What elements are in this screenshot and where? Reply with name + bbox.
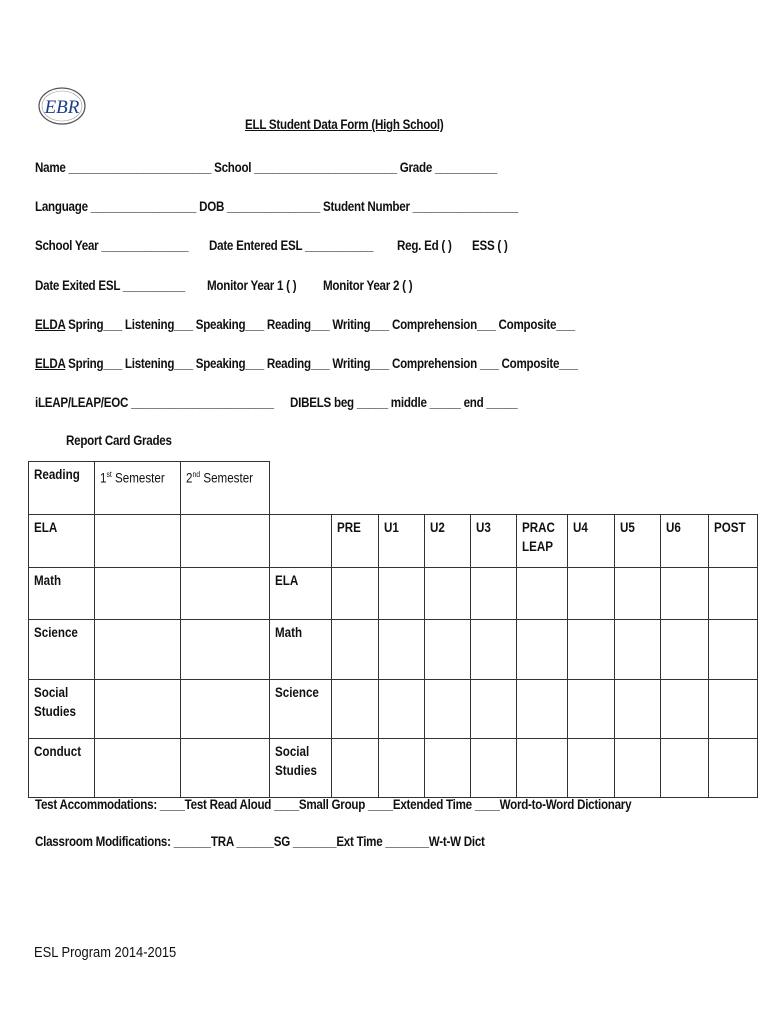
test-header-pre: PRE: [332, 515, 379, 568]
left-subject-conduct: Conduct: [29, 739, 95, 798]
reg-ed-checkbox[interactable]: Reg. Ed ( ): [397, 238, 452, 253]
ess-checkbox[interactable]: ESS ( ): [472, 238, 508, 253]
score-cell[interactable]: [517, 739, 568, 798]
semester-1-header: 1st Semester: [94, 462, 180, 515]
score-cell[interactable]: [615, 620, 661, 680]
right-subject-ela: ELA: [269, 568, 331, 620]
date-entered-esl-field[interactable]: Date Entered ESL ___________: [209, 238, 374, 253]
grade-cell[interactable]: [181, 739, 270, 798]
score-cell[interactable]: [471, 568, 517, 620]
left-subject-science: Science: [29, 620, 95, 680]
grade-cell[interactable]: [181, 568, 270, 620]
classroom-modifications-line[interactable]: Classroom Modifications: ______TRA ______SG _______Ext Time _______W-t-W Dict: [35, 834, 485, 849]
semester-2-header: 2nd Semester: [181, 462, 270, 515]
grade-cell[interactable]: [94, 620, 180, 680]
name-school-grade-line[interactable]: Name _______________________ School _______________________ Grade __________: [35, 160, 497, 175]
grades-table: [28, 461, 758, 798]
score-cell[interactable]: [471, 680, 517, 739]
score-cell[interactable]: [661, 680, 709, 739]
test-header-u4: U4: [568, 515, 615, 568]
score-cell[interactable]: [332, 620, 379, 680]
score-cell[interactable]: [471, 620, 517, 680]
test-accommodations-line[interactable]: Test Accommodations: ____Test Read Aloud ____Small Group ____Extended Time ____Word-to-Word Dictionary: [35, 797, 632, 812]
school-year-field[interactable]: School Year ______________: [35, 238, 189, 253]
left-subject-ela: ELA: [29, 515, 95, 568]
score-cell[interactable]: [568, 739, 615, 798]
test-header-u5: U5: [615, 515, 661, 568]
ebr-logo: [37, 86, 87, 126]
score-cell[interactable]: [517, 620, 568, 680]
score-cell[interactable]: [425, 680, 471, 739]
score-cell[interactable]: [661, 568, 709, 620]
score-cell[interactable]: [709, 739, 758, 798]
elda-scores-1: Spring___ Listening___ Speaking___ Reading___ Writing___ Comprehension___ Composite___: [65, 317, 575, 332]
test-header-post: POST: [709, 515, 758, 568]
monitor-year-2-checkbox[interactable]: Monitor Year 2 ( ): [323, 278, 413, 293]
test-header-u3: U3: [471, 515, 517, 568]
score-cell[interactable]: [615, 680, 661, 739]
elda-scores-2: Spring___ Listening___ Speaking___ Reading___ Writing___ Comprehension ___ Composite___: [65, 356, 578, 371]
grade-cell[interactable]: [94, 680, 180, 739]
score-cell[interactable]: [517, 568, 568, 620]
score-cell[interactable]: [709, 680, 758, 739]
grade-cell[interactable]: [94, 515, 180, 568]
grade-cell[interactable]: [181, 680, 270, 739]
left-subject-social-studies: Social Studies: [29, 680, 95, 739]
test-header-u1: U1: [379, 515, 425, 568]
reading-header: Reading: [29, 462, 95, 515]
right-subject-science: Science: [269, 680, 331, 739]
grade-cell[interactable]: [94, 568, 180, 620]
test-header-prac-leap: PRAC LEAP: [517, 515, 568, 568]
left-subject-math: Math: [29, 568, 95, 620]
right-subject-social-studies: Social Studies: [269, 739, 331, 798]
test-header-u6: U6: [661, 515, 709, 568]
right-subject-math: Math: [269, 620, 331, 680]
language-dob-student-number-line[interactable]: Language _________________ DOB _______________ Student Number _________________: [35, 199, 519, 214]
test-header-blank: [269, 515, 331, 568]
report-card-title: Report Card Grades: [66, 433, 172, 448]
score-cell[interactable]: [425, 620, 471, 680]
score-cell[interactable]: [425, 568, 471, 620]
dibels-field[interactable]: DIBELS beg _____ middle _____ end _____: [290, 395, 518, 410]
monitor-year-1-checkbox[interactable]: Monitor Year 1 ( ): [207, 278, 297, 293]
score-cell[interactable]: [568, 680, 615, 739]
score-cell[interactable]: [615, 739, 661, 798]
elda-line-1[interactable]: [35, 317, 575, 332]
grade-cell[interactable]: [181, 515, 270, 568]
score-cell[interactable]: [379, 680, 425, 739]
score-cell[interactable]: [425, 739, 471, 798]
footer-program-year: ESL Program 2014-2015: [34, 944, 177, 961]
test-header-u2: U2: [425, 515, 471, 568]
form-title: ELL Student Data Form (High School): [245, 117, 444, 132]
elda-label: ELDA: [35, 356, 66, 371]
elda-line-2[interactable]: [35, 356, 578, 371]
logo-text: EBR: [44, 97, 80, 118]
grade-cell[interactable]: [94, 739, 180, 798]
score-cell[interactable]: [379, 568, 425, 620]
score-cell[interactable]: [615, 568, 661, 620]
score-cell[interactable]: [332, 568, 379, 620]
ileap-field[interactable]: iLEAP/LEAP/EOC _______________________: [35, 395, 274, 410]
score-cell[interactable]: [568, 620, 615, 680]
score-cell[interactable]: [332, 739, 379, 798]
grade-cell[interactable]: [181, 620, 270, 680]
score-cell[interactable]: [568, 568, 615, 620]
date-exited-esl-field[interactable]: Date Exited ESL __________: [35, 278, 185, 293]
score-cell[interactable]: [517, 680, 568, 739]
score-cell[interactable]: [379, 620, 425, 680]
score-cell[interactable]: [709, 568, 758, 620]
score-cell[interactable]: [661, 739, 709, 798]
score-cell[interactable]: [471, 739, 517, 798]
elda-label: ELDA: [35, 317, 66, 332]
score-cell[interactable]: [709, 620, 758, 680]
score-cell[interactable]: [661, 620, 709, 680]
score-cell[interactable]: [332, 680, 379, 739]
score-cell[interactable]: [379, 739, 425, 798]
